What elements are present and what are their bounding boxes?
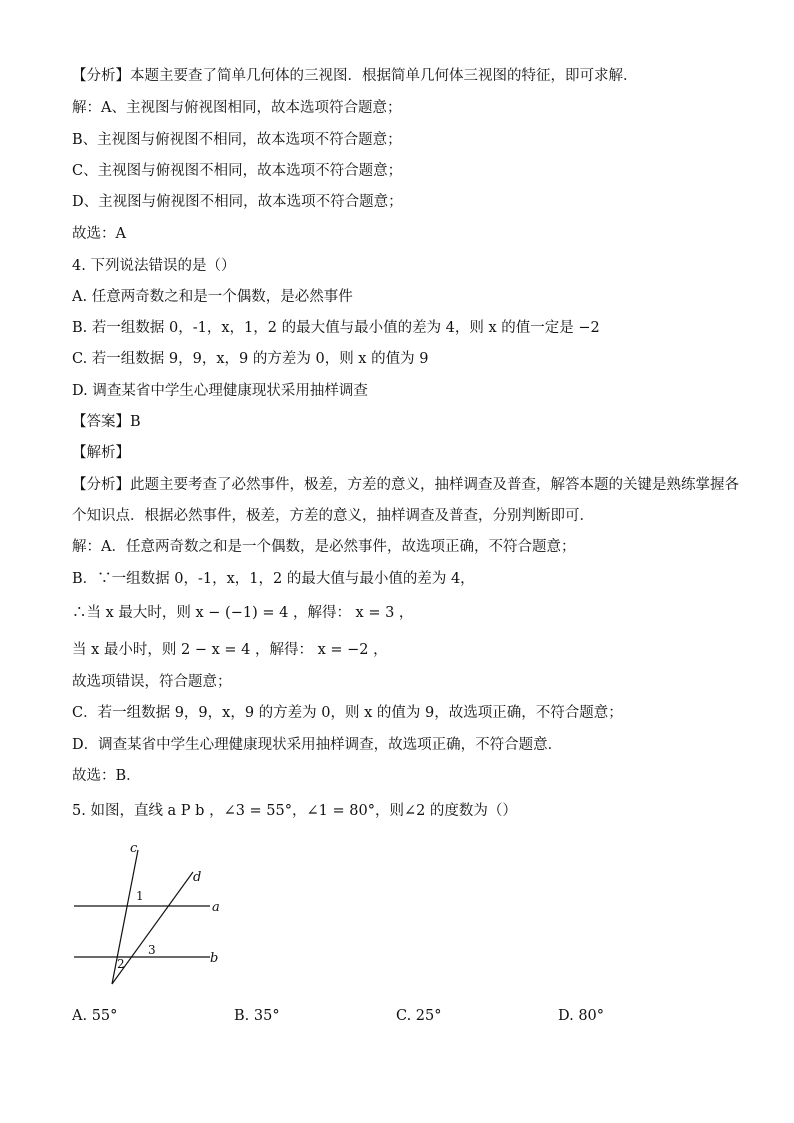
question-5-option-b: B. 35° <box>234 1008 280 1024</box>
answer-choice-q4: 故选：B． <box>72 768 141 784</box>
angle-2-label: 2 <box>117 957 125 971</box>
label-c: c <box>130 841 138 856</box>
question-4-option-b: B. 若一组数据 0，-1，x，1，2 的最大值与最小值的差为 4，则 x 的值一定是 −2 <box>72 320 600 336</box>
solution-line-b: B、主视图与俯视图不相同，故本选项不符合题意； <box>72 132 402 148</box>
solution-line-a: 解：A、主视图与俯视图相同，故本选项符合题意； <box>72 100 402 116</box>
solution-line-d: D、主视图与俯视图不相同，故本选项不符合题意； <box>72 194 403 210</box>
answer-choice-q3: 故选：A <box>72 226 126 242</box>
solution-line-2: B．∵一组数据 0，-1，x，1，2 的最大值与最小值的差为 4， <box>72 571 475 587</box>
answer-label: 【答案】B <box>72 414 141 430</box>
question-5-stem: 5. 如图，直线 a P b ，∠3 = 55°，∠1 = 80°，则∠2 的度数为（） <box>72 803 517 819</box>
solution-line-1: 解：A．任意两奇数之和是一个偶数，是必然事件，故选项正确，不符合题意； <box>72 539 576 555</box>
angle-3-label: 3 <box>148 943 156 957</box>
label-b: b <box>210 951 219 966</box>
question-4-stem: 4. 下列说法错误的是（） <box>72 258 236 274</box>
question-5-option-a: A. 55° <box>72 1008 118 1024</box>
parallel-lines-figure <box>60 838 240 998</box>
question-4-option-a: A. 任意两奇数之和是一个偶数，是必然事件 <box>72 289 353 305</box>
label-a: a <box>212 900 220 915</box>
question-4-option-d: D. 调查某省中学生心理健康现状采用抽样调查 <box>72 383 368 399</box>
solution-line-c: C、主视图与俯视图不相同，故本选项不符合题意； <box>72 163 403 179</box>
line-c <box>112 850 138 984</box>
question-5-option-d: D. 80° <box>558 1008 605 1024</box>
solution-line-5: 故选项错误，符合题意； <box>72 674 232 690</box>
label-d: d <box>193 870 202 885</box>
analysis-line-q3: 【分析】本题主要查了简单几何体的三视图．根据简单几何体三视图的特征，即可求解． <box>72 68 638 84</box>
analysis-line-1: 【分析】此题主要考查了必然事件，极差，方差的意义，抽样调查及普查，解答本题的关键是熟练掌握各 <box>72 477 739 493</box>
question-4-option-c: C. 若一组数据 9，9，x，9 的方差为 0，则 x 的值为 9 <box>72 351 429 367</box>
question-5-option-c: C. 25° <box>396 1008 442 1024</box>
solution-line-4: 当 x 最小时，则 2 − x = 4 ，解得： x = −2 ， <box>72 642 388 658</box>
explanation-label: 【解析】 <box>72 445 130 461</box>
solution-line-7: D．调查某省中学生心理健康现状采用抽样调查，故选项正确，不符合题意． <box>72 737 563 753</box>
angle-1-label: 1 <box>136 889 144 903</box>
solution-line-6: C．若一组数据 9，9，x，9 的方差为 0，则 x 的值为 9，故选项正确，不符合题意； <box>72 705 623 721</box>
analysis-line-2: 个知识点．根据必然事件，极差，方差的意义，抽样调查及普查，分别判断即可． <box>72 508 594 524</box>
solution-line-3: ∴当 x 最大时，则 x − (−1) = 4 ，解得： x = 3 ， <box>72 605 414 621</box>
